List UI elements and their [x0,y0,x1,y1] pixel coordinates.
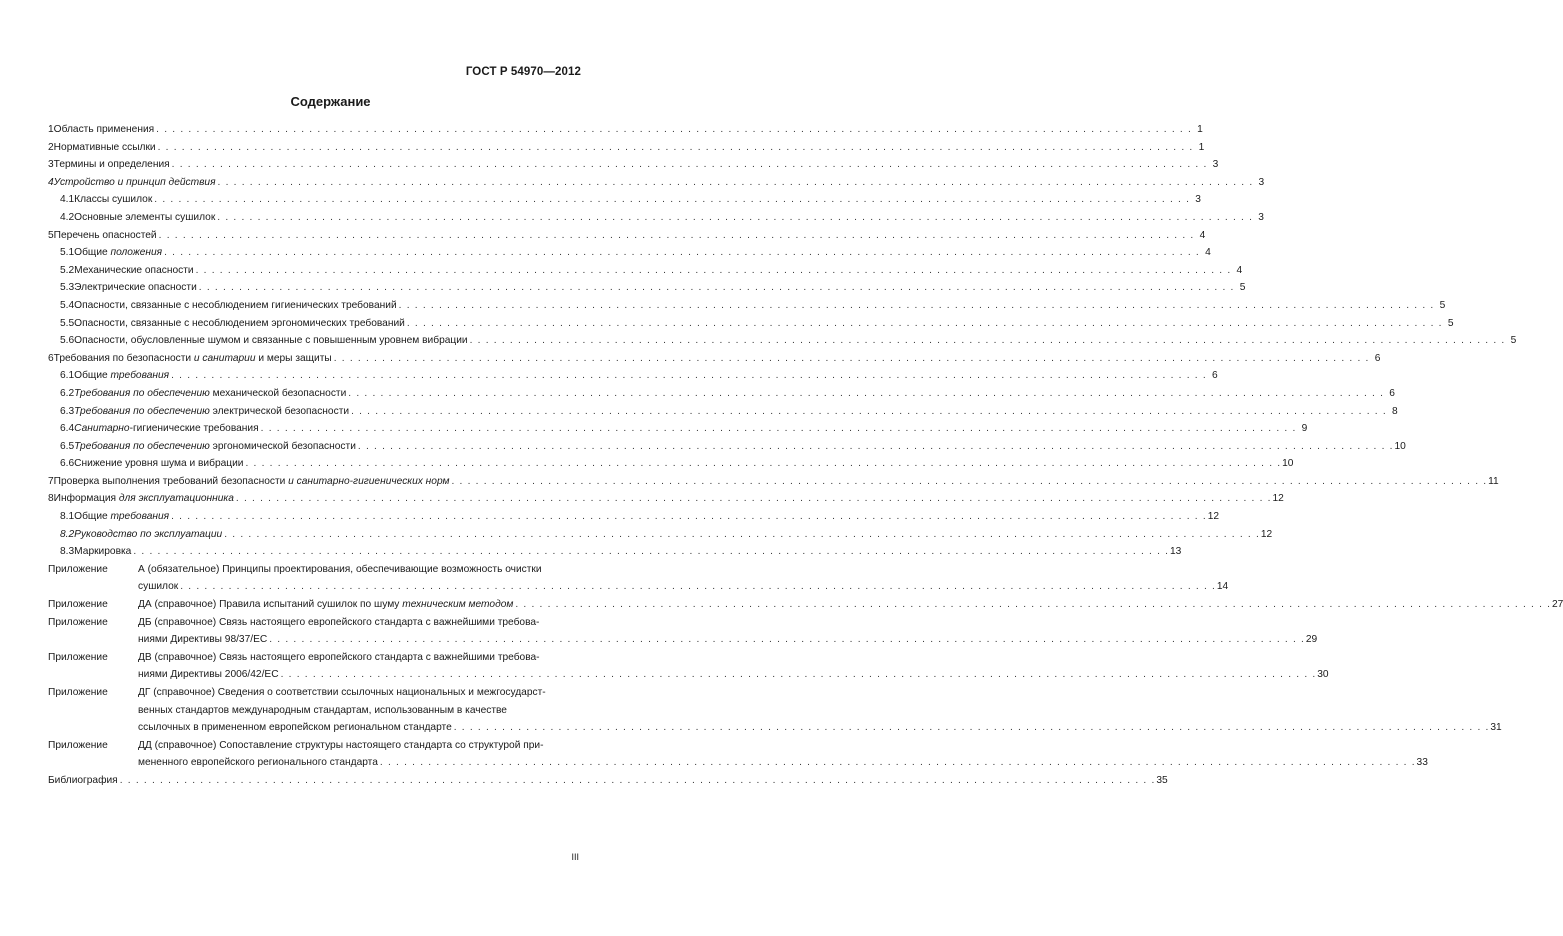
appendix-prefix: Приложение [48,739,108,751]
toc-entry-number: 6.2 [60,387,75,399]
appendix-title-line [138,578,1228,596]
appendix-title [138,684,1502,737]
toc-entry-title-part: Требования по обеспечению [74,387,210,399]
toc-entry-6-2[interactable] [48,385,1395,403]
toc-entry-page: 8 [1392,405,1398,417]
dot-leader [452,473,1487,491]
appendix-title-text [138,666,279,684]
appendix-title-text [138,578,178,596]
appendix-title-line [138,737,1428,755]
toc-entry-title-part: Снижение уровня шума и вибрации [74,458,244,470]
page-number: III [571,852,579,862]
toc-entry-5-2[interactable] [48,262,1243,280]
dot-leader [180,578,1215,596]
dot-leader [515,596,1550,614]
toc-entry-4-2[interactable] [48,209,1264,227]
appendix-title-part: ниями Директивы 2006/42/ЕС [138,669,279,681]
toc-entry-bibliography[interactable] [48,772,1168,790]
appendix-title-part: ДГ (справочное) Сведения о соответствии ссылочных национальных и межгосударст- [138,687,546,698]
toc-entry-title-part: Санитарно [74,423,130,435]
appendix-title-text [138,702,507,720]
toc-entry-4-1[interactable] [48,191,1201,209]
toc-entry-number: 8.2 [60,528,75,540]
toc-entry-number: 6.4 [60,423,75,435]
document-code: ГОСТ Р 54970—2012 [465,66,581,78]
toc-entry-number: 4 [48,176,54,188]
toc-entry-number: 8.3 [60,546,75,558]
toc-entry-page: 11 [1488,475,1499,487]
toc-entry-title [74,455,243,473]
appendix-title-part: А (обязательное) Принципы проектирования, обеспечивающие возможность очистки [138,563,542,575]
toc-entry-title-part: Нормативные ссылки [53,141,156,153]
dot-leader [218,174,1253,192]
toc-entry-title-part: Устройство и принцип действия [53,176,216,188]
toc-entry-8-1[interactable] [48,508,1220,526]
toc-entry-3[interactable] [48,156,1219,174]
appendix-title-text [138,719,452,737]
toc-entry-title [74,332,467,350]
toc-entry-title-part: и санитарии [193,352,256,364]
toc-entry-title-part: Общие [74,370,111,382]
dot-leader [348,385,1383,403]
appendix-title-line [138,631,1317,649]
dot-leader [158,139,1193,157]
page-title: Содержание [290,94,371,109]
toc-entry-title [74,262,193,280]
toc-entry-page: 5 [1239,282,1246,294]
toc-entry-6-5[interactable] [48,438,1406,456]
dot-leader [164,244,1199,262]
dot-leader [380,754,1415,772]
toc-entry-number: 7 [48,475,54,487]
toc-entry-page: 3 [1258,211,1264,223]
toc-entry-title-part: Требования по безопасности [53,352,194,364]
toc-entry-title-part: требования [110,370,170,382]
appendix-title-text [138,649,540,667]
toc-entry-title [74,438,356,456]
toc-entry-title-part: Общие [74,247,111,259]
toc-entry-title [54,156,170,174]
appendix-page: 33 [1416,757,1428,769]
toc-entry-8-3[interactable] [48,543,1182,561]
toc-entry-page: 4 [1236,264,1243,276]
appendix-prefix: Приложение [48,651,108,663]
appendix-title-line [138,684,1502,702]
toc-entry-title-part: Механические опасности [74,264,194,276]
appendix-title-line [138,614,1317,632]
dot-leader [133,543,1168,561]
appendix-title-text [138,737,544,755]
toc-entry-page: 10 [1394,440,1406,452]
toc-entry-title-part: механической безопасности [209,387,347,399]
toc-entry-title-part: Опасности, связанные с несоблюдением гигиенических требований [74,299,397,311]
toc-entry-page: 5 [1439,299,1446,311]
toc-entry-title [74,526,222,544]
toc-entry-8[interactable] [48,490,1284,508]
toc-entry-5-1[interactable] [48,244,1211,262]
toc-entry-title [74,385,346,403]
appendix-title-line [138,596,1563,614]
toc-entry-7[interactable] [48,473,1499,491]
toc-entry-title-part: Опасности, обусловленные шумом и связанные с повышенным уровнем вибрации [74,335,468,347]
toc-entry-page: 10 [1282,458,1294,470]
appendix-title-part: ссылочных в примененном европейском региональном стандарте [138,722,452,734]
toc-entry-number: 2 [48,141,54,153]
toc-entry-page: 5 [1447,317,1454,329]
dot-leader [470,332,1505,350]
appendix-title [138,614,1317,649]
toc-entry-title-part: и санитарно-гигиенических норм [288,475,450,487]
toc-entry-number: 6 [48,352,54,364]
dot-leader [351,403,1386,421]
toc-entry-page: 1 [1197,124,1203,135]
appendix-title-part: ДА (справочное) Правила испытаний сушилок по шуму [138,599,403,611]
toc-entry-title [54,473,450,491]
toc-entry-page: 1 [1198,141,1205,153]
dot-leader [454,719,1489,737]
toc-entry-page: 4 [1199,229,1206,241]
toc-entry-title-part: Руководство по эксплуатации [74,528,223,540]
toc-appendix-entry[interactable] [48,684,1502,737]
toc-entry-page: 6 [1212,370,1218,382]
toc-entry-4[interactable] [48,174,1265,192]
dot-leader [120,772,1155,790]
toc-entry-title-part: и меры защиты [255,352,332,364]
dot-leader [199,279,1234,297]
appendix-page: 29 [1305,634,1318,646]
toc-entry-5[interactable] [48,227,1206,245]
dot-leader [334,350,1369,368]
toc-entry-number: 6.6 [60,458,75,470]
appendix-prefix: Приложение [48,563,108,575]
appendix-title-line [138,702,1502,720]
toc-entry-title-part: эргономической безопасности [209,440,356,452]
toc-entry-title [74,508,169,526]
dot-leader [236,490,1271,508]
appendix-page: 14 [1216,581,1229,593]
toc-entry-title-part: Требования по обеспечению [74,440,210,452]
toc-entry-1[interactable] [48,121,1203,139]
appendix-title-part: ДД (справочное) Сопоставление структуры настоящего стандарта со структурой при- [138,739,544,751]
toc-entry-number: 5.2 [60,264,75,276]
toc-entry-page: 12 [1272,493,1284,505]
dot-leader [224,526,1259,544]
toc-entry-title [74,403,349,421]
toc-entry-title [54,174,216,192]
toc-entry-title-part: Термины и определения [53,159,170,171]
appendix-title-part: ниями Директивы 98/37/ЕС [138,634,268,646]
dot-leader [399,297,1434,315]
dot-leader [269,631,1304,649]
bibliography-label: Библиография [48,774,118,786]
dot-leader [217,209,1252,227]
appendix-title-part: сушилок [138,581,179,593]
toc-entry-title [74,279,197,297]
toc-entry-6-4[interactable] [48,420,1308,438]
toc-entry-title [74,420,258,438]
appendix-title-text [138,561,542,579]
appendix-title-text [138,631,267,649]
toc-entry-number: 6.1 [60,370,75,382]
toc-appendix-entry[interactable] [48,737,1428,772]
appendix-title-part: техническим методом [402,599,514,611]
appendix-page: 27 [1552,599,1563,611]
toc-entry-2[interactable] [48,139,1205,157]
dot-leader [281,666,1316,684]
appendix-title-text [138,614,539,632]
toc-entry-title-part: Маркировка [74,546,132,558]
appendix-title [138,737,1428,772]
appendix-title-part: ДБ (справочное) Связь настоящего европейского стандарта с важнейшими требова- [138,616,540,628]
dot-leader [156,121,1191,139]
toc-entry-title [54,139,156,157]
toc-entry-number: 6.3 [60,405,75,417]
dot-leader [261,420,1296,438]
toc-entry-number: 4.1 [60,194,75,206]
appendix-title-text [138,684,546,702]
toc-appendix-entry[interactable] [48,596,1563,614]
dot-leader [358,438,1393,456]
appendix-prefix: Приложение [48,687,108,698]
toc-entry-5-4[interactable] [48,297,1446,315]
toc-entry-page: 5 [1510,335,1517,347]
appendix-title-line [138,649,1329,667]
toc-entry-6-1[interactable] [48,367,1218,385]
toc-entry-6-3[interactable] [48,403,1398,421]
toc-entry-page: 12 [1260,528,1273,540]
toc-entry-number: 5.6 [60,335,75,347]
bibliography-page: 35 [1156,774,1168,786]
toc-entry-number: 5.1 [60,247,75,259]
toc-entry-title-part: Опасности, связанные с несоблюдением эргономических требований [74,317,405,329]
toc-entry-title-part: Перечень опасностей [53,229,157,241]
toc-appendix-entry[interactable] [48,614,1318,649]
dot-leader [246,455,1281,473]
appendix-title-line [138,719,1502,737]
toc-entry-number: 5.4 [60,299,75,311]
appendix-title-part: венных стандартов международным стандартам, использованным в качестве [138,704,507,716]
dot-leader [159,227,1194,245]
toc-entry-number: 5.3 [60,282,75,294]
appendix-title-part: мененного европейского регионального стандарта [138,757,378,769]
toc-entry-title-part: Проверка выполнения требований безопасности [53,475,289,487]
toc-entry-page: 3 [1258,176,1265,188]
table-of-contents [48,121,1563,790]
toc-entry-title-part: Информация [53,493,119,505]
dot-leader [171,367,1206,385]
dot-leader [196,262,1231,280]
toc-entry-title [74,209,215,227]
toc-entry-title-part: Общие [74,511,111,523]
toc-entry-title [74,315,405,333]
toc-entry-title [74,297,396,315]
dot-leader [172,156,1207,174]
toc-entry-page: 6 [1374,352,1381,364]
toc-appendix-entry[interactable] [48,649,1329,684]
toc-entry-title-part: положения [110,247,163,259]
toc-entry-title-part: требования [110,511,170,523]
appendix-prefix: Приложение [48,599,108,611]
toc-entry-title [74,244,162,262]
appendix-title-line [138,666,1329,684]
toc-entry-title [54,227,157,245]
toc-entry-8-2[interactable] [48,526,1273,544]
appendix-title [138,649,1329,684]
toc-entry-number: 5 [48,229,54,241]
appendix-prefix: Приложение [48,616,108,628]
toc-entry-number: 5.5 [60,317,75,329]
toc-entry-title-part: Классы сушилок [74,194,153,206]
toc-entry-6-6[interactable] [48,455,1294,473]
dot-leader [407,315,1442,333]
toc-entry-page: 13 [1169,546,1182,558]
toc-entry-title [54,121,154,139]
toc-entry-5-6[interactable] [48,332,1517,350]
toc-entry-page: 6 [1389,387,1395,399]
toc-entry-title-part: Основные элементы сушилок [74,211,216,223]
toc-entry-title-part: для эксплуатационника [118,493,234,505]
dot-leader [171,508,1206,526]
toc-entry-title-part: Область применения [53,124,155,135]
toc-entry-title [74,367,169,385]
toc-entry-number: 1 [48,124,54,135]
appendix-title [138,596,1563,614]
appendix-title [138,561,1228,596]
toc-entry-page: 4 [1205,247,1211,259]
appendix-title-text [138,754,378,772]
toc-entry-5-5[interactable] [48,315,1454,333]
toc-entry-title-part: электрической безопасности [209,405,350,417]
toc-entry-6[interactable] [48,350,1381,368]
dot-leader [154,191,1189,209]
toc-entry-number: 6.5 [60,440,75,452]
toc-entry-page: 12 [1207,511,1220,523]
appendix-title-line [138,561,1228,579]
toc-entry-5-3[interactable] [48,279,1246,297]
toc-entry-title-part: Электрические опасности [74,282,197,294]
toc-entry-page: 3 [1195,194,1201,206]
toc-entry-page: 9 [1301,423,1308,435]
toc-entry-title-part: -гигиенические требования [129,423,259,435]
toc-entry-title [74,191,152,209]
appendix-page: 30 [1317,669,1329,681]
appendix-title-line [138,754,1428,772]
toc-entry-number: 8.1 [60,511,75,523]
toc-entry-title [54,350,332,368]
toc-entry-title-part: Требования по обеспечению [74,405,210,417]
toc-entry-number: 4.2 [60,211,75,223]
toc-appendix-entry[interactable] [48,561,1229,596]
toc-entry-number: 8 [48,493,54,505]
toc-entry-title [54,490,234,508]
toc-entry-number: 3 [48,159,54,171]
appendix-title-text [138,596,513,614]
appendix-title-part: ДВ (справочное) Связь настоящего европейского стандарта с важнейшими требова- [138,651,540,663]
appendix-page: 31 [1490,722,1502,734]
toc-entry-title [74,543,131,561]
toc-entry-page: 3 [1212,159,1219,171]
